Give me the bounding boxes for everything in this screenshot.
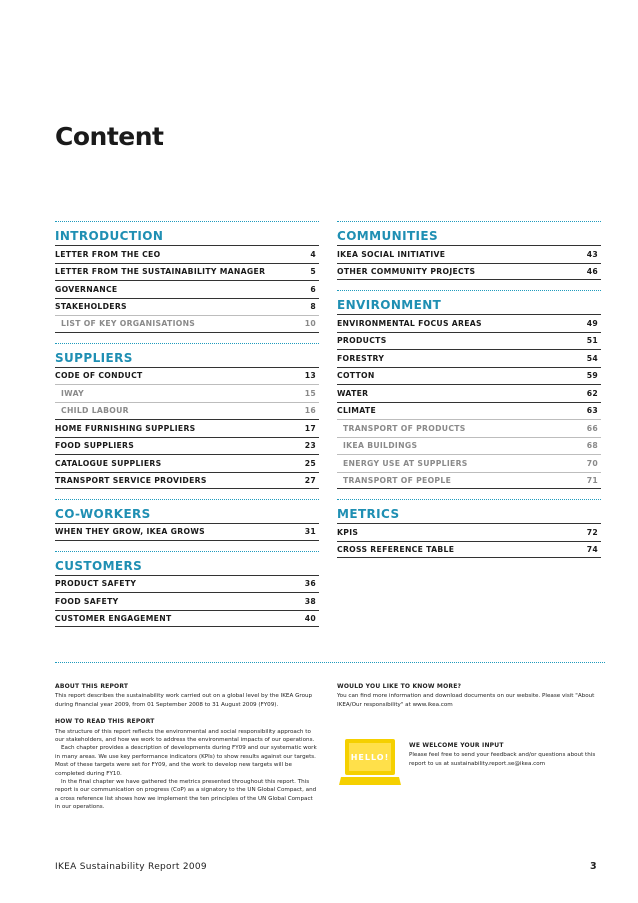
toc-entry-page: 63 <box>586 406 598 416</box>
toc-entry-label: PRODUCT SAFETY <box>55 579 137 589</box>
toc-entry[interactable] <box>337 263 601 281</box>
toc-entry-label: CHILD LABOUR <box>61 406 129 416</box>
toc-entry-label: FOOD SAFETY <box>55 596 119 606</box>
divider <box>55 662 605 663</box>
toc-entry[interactable] <box>337 541 601 559</box>
section-heading: INTRODUCTION <box>55 229 164 243</box>
toc-entry-page: 10 <box>304 319 316 329</box>
toc-entry-label: ENVIRONMENTAL FOCUS AREAS <box>337 318 482 328</box>
toc-section <box>337 280 601 489</box>
welcome-text: Please feel free to send your feedback and/or questions about this report to us at sustainability.report.se@ikea.com <box>409 752 596 767</box>
toc-entry-page: 23 <box>304 441 316 451</box>
page-title: Content <box>55 122 164 151</box>
footer-report-name: IKEA Sustainability Report 2009 <box>55 862 207 872</box>
toc-entry-label: STAKEHOLDERS <box>55 302 127 312</box>
toc-entry-label: WHEN THEY GROW, IKEA GROWS <box>55 527 205 537</box>
about-heading: ABOUT THIS REPORT <box>55 683 129 690</box>
toc-entry-label: CLIMATE <box>337 406 376 416</box>
toc-entry-page: 16 <box>304 406 316 416</box>
toc-entry-page: 13 <box>304 371 316 381</box>
toc-entry-label: LETTER FROM THE SUSTAINABILITY MANAGER <box>55 267 266 277</box>
toc-entry-page: 4 <box>310 249 316 259</box>
toc-entry-label: TRANSPORT SERVICE PROVIDERS <box>55 475 207 485</box>
toc-entry[interactable] <box>337 332 601 350</box>
toc-entry[interactable] <box>55 523 319 541</box>
toc-entry[interactable] <box>55 454 319 472</box>
toc-entry[interactable] <box>55 263 319 281</box>
toc-entry[interactable] <box>337 454 601 472</box>
toc-section <box>55 489 319 541</box>
welcome-block <box>409 742 605 768</box>
toc-entry-label: CATALOGUE SUPPLIERS <box>55 458 162 468</box>
toc-entry-label: CROSS REFERENCE TABLE <box>337 544 455 554</box>
toc-entry[interactable] <box>55 315 319 333</box>
toc-entry-label: CUSTOMER ENGAGEMENT <box>55 613 172 623</box>
toc-entry-page: 59 <box>586 371 598 381</box>
how-to-read-p2: Each chapter provides a description of developments during FY09 and our systematic work in many areas. We use key performance indicators (KPIs) to show results against our targets. Most of these targets were set for FY09, and the work to develop new targets will be completed during FY10. <box>55 745 317 777</box>
toc-entry[interactable] <box>55 592 319 610</box>
spacer <box>337 489 601 499</box>
toc-entry-label: KPIS <box>337 527 359 537</box>
section-divider <box>55 551 319 552</box>
toc-entry[interactable] <box>337 245 601 263</box>
toc-entry[interactable] <box>55 280 319 298</box>
section-heading: CO-WORKERS <box>55 507 151 521</box>
toc-left-column <box>55 221 319 627</box>
toc-entry-page: 51 <box>586 336 598 346</box>
toc-entry[interactable] <box>55 610 319 628</box>
toc-entry-label: TRANSPORT OF PRODUCTS <box>343 423 466 433</box>
toc-entry-page: 54 <box>586 353 598 363</box>
section-divider <box>337 221 601 222</box>
toc-section <box>55 541 319 628</box>
know-more-block <box>337 683 605 718</box>
toc-entry-page: 5 <box>310 267 316 277</box>
toc-entry-label: IWAY <box>61 388 84 398</box>
toc-entry-page: 71 <box>586 475 598 485</box>
toc-right-column <box>337 221 601 558</box>
section-divider <box>55 343 319 344</box>
toc-entry-label: COTTON <box>337 371 375 381</box>
toc-entry-label: IKEA SOCIAL INITIATIVE <box>337 249 446 259</box>
toc-entry[interactable] <box>337 367 601 385</box>
toc-entry[interactable] <box>337 402 601 420</box>
toc-entry[interactable] <box>337 349 601 367</box>
welcome-heading: WE WELCOME YOUR INPUT <box>409 742 504 749</box>
hello-label: HELLO! <box>350 753 390 762</box>
toc-entry-page: 40 <box>304 613 316 623</box>
know-more-text: You can find more information and download documents on our website. Please visit "About IKEA/Our responsibility" at www.ikea.com <box>337 693 595 708</box>
toc-entry-page: 17 <box>304 423 316 433</box>
toc-entry-page: 43 <box>586 249 598 259</box>
toc-entry-page: 31 <box>304 527 316 537</box>
section-divider <box>337 290 601 291</box>
section-heading: METRICS <box>337 507 400 521</box>
section-divider <box>337 499 601 500</box>
toc-entry[interactable] <box>337 314 601 332</box>
section-heading: CUSTOMERS <box>55 558 143 573</box>
section-divider <box>55 221 319 222</box>
toc-section <box>55 221 319 333</box>
how-to-read-heading: HOW TO READ THIS REPORT <box>55 718 155 726</box>
toc-entry-page: 49 <box>586 318 598 328</box>
laptop-hello-icon <box>339 737 401 789</box>
how-to-read-p3: In the final chapter we have gathered the metrics presented throughout this report. This report is our communication on progress (CoP) as a signatory to the UN Global Compact, and a cross reference list shows how we implement the ten principles of the UN Global Compact in our operations. <box>55 779 317 811</box>
about-report-block <box>55 683 319 812</box>
toc-entry-page: 68 <box>586 441 598 451</box>
know-more-heading: WOULD YOU LIKE TO KNOW MORE? <box>337 683 462 690</box>
toc-entry-label: TRANSPORT OF PEOPLE <box>343 475 452 485</box>
toc-entry-label: LETTER FROM THE CEO <box>55 249 161 259</box>
spacer <box>55 489 319 499</box>
how-to-read-p1: The structure of this report reflects the environmental and social responsibility approach to our stakeholders, and how we work to address the environmental impacts of our operations. <box>55 728 315 744</box>
toc-entry-label: FOOD SUPPLIERS <box>55 441 135 451</box>
toc-entry[interactable] <box>337 472 601 490</box>
toc-entry-page: 8 <box>310 302 316 312</box>
toc-section <box>337 489 601 558</box>
toc-entry-page: 62 <box>586 388 598 398</box>
section-divider <box>55 499 319 500</box>
toc-entry[interactable] <box>55 245 319 263</box>
toc-entry-page: 15 <box>304 388 316 398</box>
section-heading: SUPPLIERS <box>55 350 133 365</box>
section-heading: COMMUNITIES <box>337 229 439 243</box>
toc-entry-label: CODE OF CONDUCT <box>55 371 143 381</box>
toc-entry-label: OTHER COMMUNITY PROJECTS <box>337 266 476 276</box>
toc-entry-label: FORESTRY <box>337 353 385 363</box>
toc-section <box>55 333 319 490</box>
toc-entry-label: ENERGY USE AT SUPPLIERS <box>343 458 468 468</box>
toc-entry-page: 70 <box>586 458 598 468</box>
toc-entry[interactable] <box>55 437 319 455</box>
toc-entry-label: IKEA BUILDINGS <box>343 441 418 451</box>
toc-entry-label: HOME FURNISHING SUPPLIERS <box>55 423 196 433</box>
toc-section <box>337 221 601 280</box>
toc-entry-label: GOVERNANCE <box>55 284 118 294</box>
toc-entry-page: 66 <box>586 423 598 433</box>
about-text: This report describes the sustainability work carried out on a global level by the IKEA Group during financial year 2009, from 01 September 2008 to 31 August 2009 (FY09). <box>55 693 313 708</box>
toc-entry-page: 38 <box>304 596 316 606</box>
toc-entry[interactable] <box>337 384 601 402</box>
section-heading: ENVIRONMENT <box>337 298 442 312</box>
toc-entry[interactable] <box>55 298 319 316</box>
toc-entry-label: PRODUCTS <box>337 336 387 346</box>
toc-entry[interactable] <box>337 523 601 541</box>
spacer <box>55 333 319 343</box>
page-number: 3 <box>590 861 597 872</box>
toc-entry[interactable] <box>55 575 319 593</box>
toc-entry[interactable] <box>55 402 319 420</box>
toc-entry[interactable] <box>55 472 319 490</box>
toc-entry-page: 46 <box>586 266 598 276</box>
toc-entry[interactable] <box>337 437 601 455</box>
toc-entry-page: 25 <box>304 458 316 468</box>
toc-entry-page: 72 <box>586 527 598 537</box>
toc-entry-page: 6 <box>310 284 316 294</box>
toc-entry-page: 36 <box>304 579 316 589</box>
toc-entry-page: 27 <box>304 475 316 485</box>
toc-entry-page: 74 <box>586 544 598 554</box>
toc-entry[interactable] <box>55 384 319 402</box>
toc-entry[interactable] <box>337 419 601 437</box>
toc-entry[interactable] <box>55 367 319 385</box>
toc-entry[interactable] <box>55 419 319 437</box>
toc-entry-label: LIST OF KEY ORGANISATIONS <box>61 319 196 329</box>
spacer <box>337 280 601 290</box>
spacer <box>55 541 319 551</box>
toc-entry-label: WATER <box>337 388 369 398</box>
